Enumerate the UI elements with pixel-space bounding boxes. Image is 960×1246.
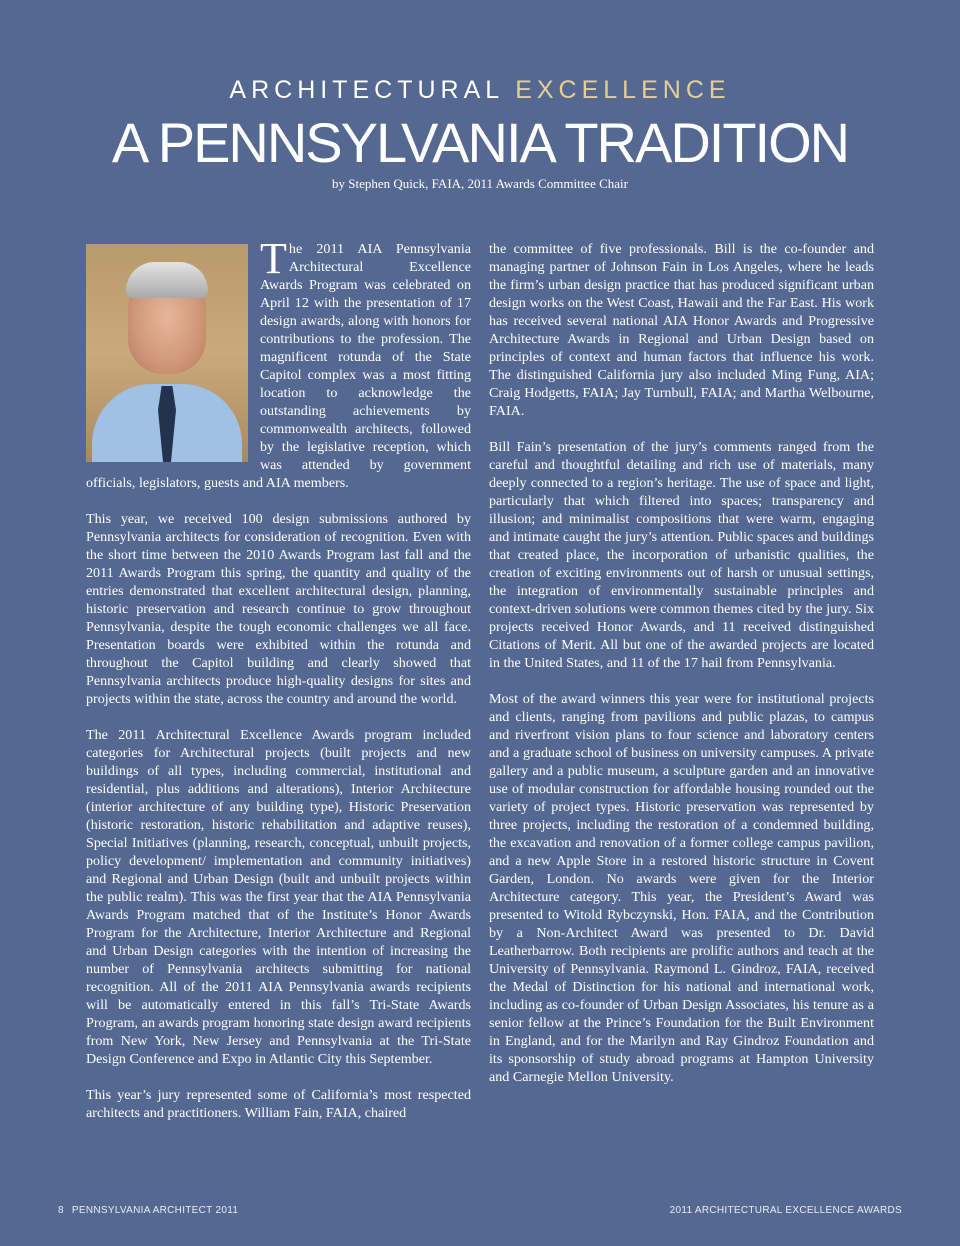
article-byline: by Stephen Quick, FAIA, 2011 Awards Committee Chair <box>332 176 628 191</box>
article-paragraph: This year’s jury represented some of California’s most respected architects and practitioners. William Fain, FAIA, chaired <box>86 1087 471 1121</box>
section-kicker <box>0 76 960 105</box>
article-column-left <box>86 234 471 1140</box>
publication-name: PENNSYLVANIA ARCHITECT 2011 <box>71 1205 239 1216</box>
article-paragraph: Most of the award winners this year were for institutional projects and clients, ranging from pavilions and public plazas, to campus and riverfront vision plans to four science and laboratory centers and a graduate school of business on university campuses. A private gallery and a public museum, a sculpture garden and an innovative use of modular construction for affordable housing rounded out the variety of project types. Historic preservation was represented by three projects, including the restoration of a condemned building, the excavation and renovation of a former college campus pavilion, and a new Apple Store in a restored historic structure in Covent Garden, London. No awards were given for the Interior Architecture category. This year, the President’s Award was presented to Witold Rybczynski, Hon. FAIA, and the Contribution by a Non-Architect Award was presented to Dr. David Leatherbarrow. Both recipients are prolific authors and teach at the University of Pennsylvania. Raymond L. Gindroz, FAIA, received the Medal of Distinction for his national and international work, including as co-founder of Urban Design Associates, his tenure as a senior fellow at the Prince’s Foundation for the Built Environment in England, and for the Marilyn and Ray Gindroz Foundation and its sponsorship of study abroad programs at Hampton University and Carnegie Mellon University. <box>489 691 874 1085</box>
kicker-architectural: ARCHITECTURAL <box>229 76 504 104</box>
footer-left <box>58 1205 238 1216</box>
drop-cap: T <box>260 234 287 283</box>
article-paragraph: Bill Fain’s presentation of the jury’s comments ranged from the careful and thoughtful detailing and rich use of materials, many deeply connected to a region’s heritage. The use of space and light, particularly that which filtered into spaces; transparency and illusion; and minimalist compositions that were warm, engaging and intimate caught the jury’s attention. Public spaces and buildings that created place, the incorporation of urbanistic qualities, the creation of exciting environments out of harsh or unusual settings, the integration of environmentally sustainable principles and context-driven solutions were common themes cited by the jury. Six projects received Honor Awards, and 11 received distinguished Citations of Merit. All but one of the awarded projects are located in the United States, and 11 of the 17 hail from Pennsylvania. <box>489 439 874 671</box>
article-paragraph: the committee of five professionals. Bill is the co-founder and managing partner of Johnson Fain in Los Angeles, where he leads the firm’s urban design practice that has produced significant urban design works on the West Coast, Hawaii and the Far East. His work has received several national AIA Honor Awards and Progressive Architecture Awards in Regional and Urban Design based on principles of context and human factors that influence his work. The distinguished California jury also included Ming Fung, AIA; Craig Hodgetts, FAIA; Jay Turnbull, FAIA; and Martha Welbourne, FAIA. <box>489 241 874 419</box>
kicker-excellence: EXCELLENCE <box>515 76 731 104</box>
article-paragraph: The 2011 Architectural Excellence Awards program included categories for Architectural projects (built projects and new buildings of all types, including commercial, institutional and residential, plus additions and alterations), Interior Architecture (interior architecture of any building type), Historic Preservation (historic restoration, historic rehabilitation and adaptive reuses), Special Initiatives (planning, research, conceptual, unbuilt projects, policy development/ implementation and community initiatives) and Regional and Urban Design (built and unbuilt projects within the public realm). This was the first year that the AIA Pennsylvania Awards Program matched that of the Institute’s Honor Awards Program for the Architecture, Interior Architecture and Regional and Urban Design categories with the intention of increasing the number of Pennsylvania architects submitting for national recognition. All of the 2011 AIA Pennsylvania awards recipients will be automatically entered in this fall’s Tri-State Awards Program, an awards program honoring state design award recipients from New York, New Jersey and Pennsylvania at the Tri-State Design Conference and Expo in Atlantic City this September. <box>86 727 471 1067</box>
article-title: A PENNSYLVANIA TRADITION <box>111 111 849 174</box>
article-column-right <box>489 240 874 1104</box>
footer-right: 2011 ARCHITECTURAL EXCELLENCE AWARDS <box>669 1205 902 1216</box>
article-paragraph: The 2011 AIA Pennsylvania Architectural Excellence Awards Program was celebrated on April 12 with the presentation of 17 design awards, along with honors for contributions to the profession. The magnificent rotunda of the State Capitol complex was a most fitting location to acknowledge the outstanding achievements by commonwealth architects, followed by the legislative reception, which was attended by government officials, legislators, guests and AIA members. <box>86 234 471 491</box>
article-paragraph: This year, we received 100 design submissions authored by Pennsylvania architects for consideration of recognition. Even with the short time between the 2010 Awards Program last fall and the 2011 Awards Program this spring, the quantity and quality of the entries demonstrated that excellent architectural design, planning, historic preservation and research continue to grow throughout Pennsylvania, despite the tough economic challenges we all face. Presentation boards were exhibited within the rotunda and throughout the Capitol building and clearly showed that Pennsylvania architects produce high-quality designs for sites and projects within the state, across the country and around the world. <box>86 511 471 707</box>
page-number: 8 <box>58 1205 64 1216</box>
portrait-hair <box>126 262 208 298</box>
author-portrait-photo <box>86 244 248 462</box>
